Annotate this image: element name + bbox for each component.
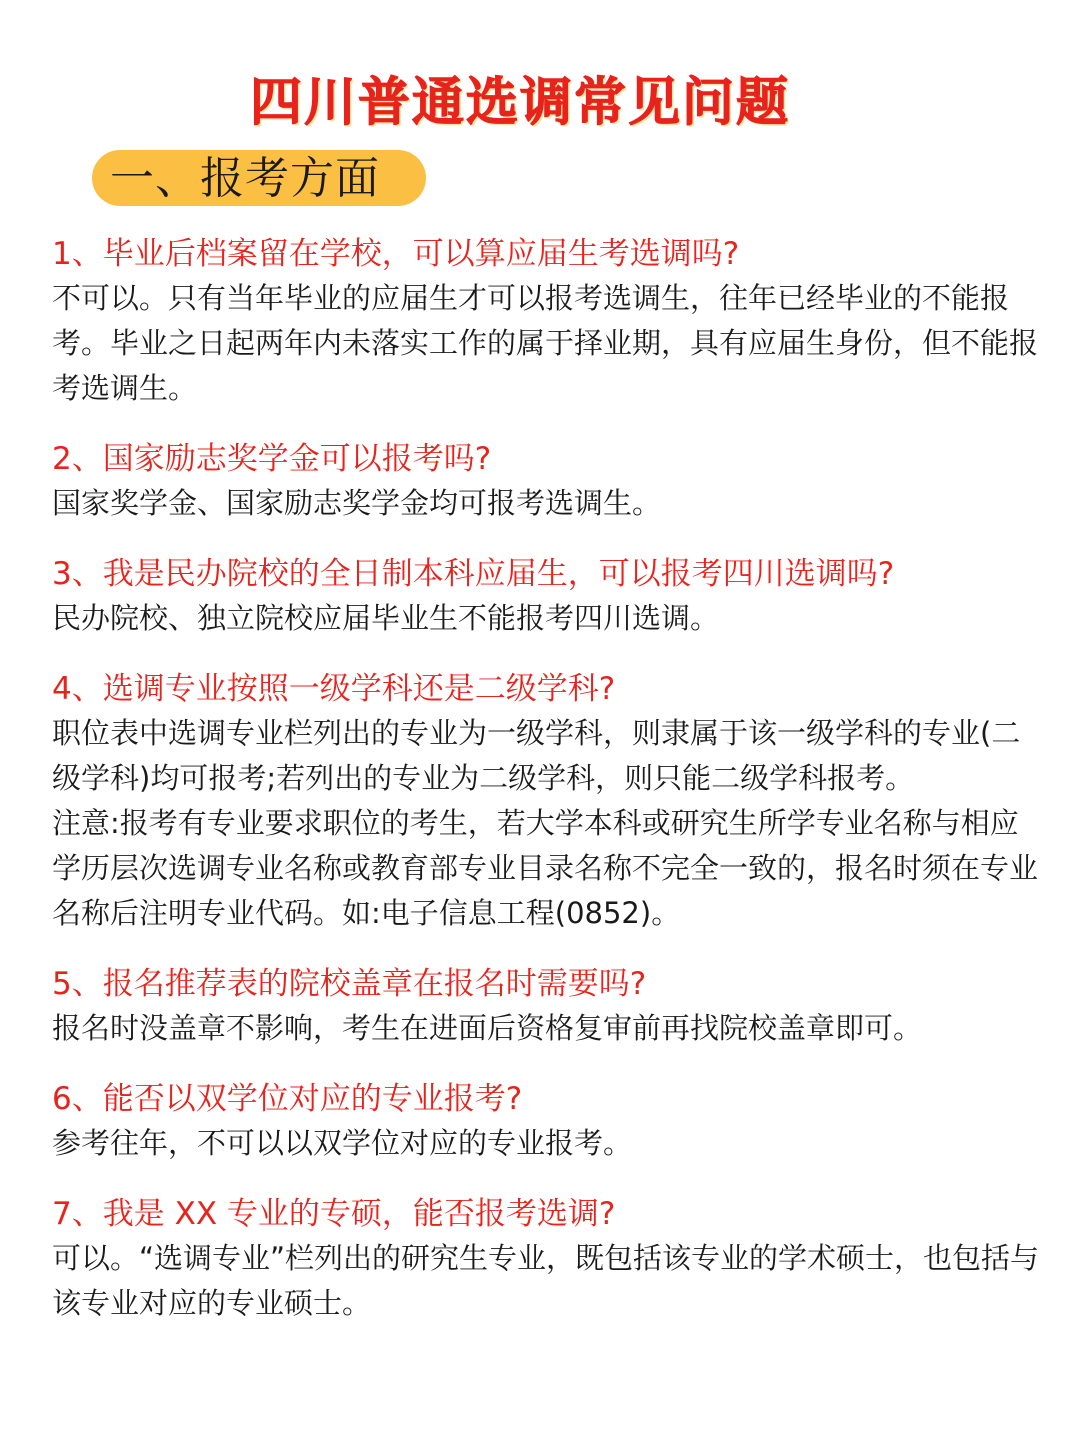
faq-question: 4、选调专业按照一级学科还是二级学科?: [52, 671, 616, 707]
section-title: 一、报考方面: [110, 153, 380, 204]
faq-answer: 民办院校、独立院校应届毕业生不能报考四川选调。: [52, 601, 720, 635]
faq-item-7: [52, 1192, 1042, 1326]
faq-item-6: [52, 1077, 1042, 1166]
faq-answer: 职位表中选调专业栏列出的专业为一级学科，则隶属于该一级学科的专业(二级学科)均可报考;若列出的专业为二级学科，则只能二级学科报考。: [52, 716, 1021, 795]
faq-item-4: [52, 667, 1042, 936]
faq-question: 1、毕业后档案留在学校，可以算应届生考选调吗?: [52, 236, 740, 272]
faq-question: 6、能否以双学位对应的专业报考?: [52, 1081, 523, 1117]
faq-item-3: [52, 552, 1042, 641]
faq-question: 2、国家励志奖学金可以报考吗?: [52, 441, 492, 477]
faq-answer: 不可以。只有当年毕业的应届生才可以报考选调生，往年已经毕业的不能报考。毕业之日起两年内未落实工作的属于择业期，具有应届生身份，但不能报考选调生。: [52, 281, 1039, 405]
faq-answer: 报名时没盖章不影响，考生在进面后资格复审前再找院校盖章即可。: [52, 1011, 923, 1045]
faq-item-2: [52, 437, 1042, 526]
faq-answer: 可以。“选调专业”栏列出的研究生专业，既包括该专业的学术硕士，也包括与该专业对应的专业硕士。: [52, 1241, 1040, 1320]
faq-list: [52, 232, 1042, 1352]
faq-question: 3、我是民办院校的全日制本科应届生，可以报考四川选调吗?: [52, 556, 895, 592]
faq-answer: 国家奖学金、国家励志奖学金均可报考选调生。: [52, 486, 662, 520]
faq-item-1: [52, 232, 1042, 411]
faq-note: 注意:报考有专业要求职位的考生，若大学本科或研究生所学专业名称与相应学历层次选调专业名称或教育部专业目录名称不完全一致的，报名时须在专业名称后注明专业代码。如:电子信息工程(0852)。: [52, 806, 1039, 930]
page-title: 四川普通选调常见问题: [249, 72, 790, 133]
faq-question: 7、我是 XX 专业的专硕，能否报考选调?: [52, 1196, 616, 1232]
faq-answer: 参考往年，不可以以双学位对应的专业报考。: [52, 1126, 633, 1160]
faq-item-5: [52, 962, 1042, 1051]
faq-question: 5、报名推荐表的院校盖章在报名时需要吗?: [52, 966, 647, 1002]
